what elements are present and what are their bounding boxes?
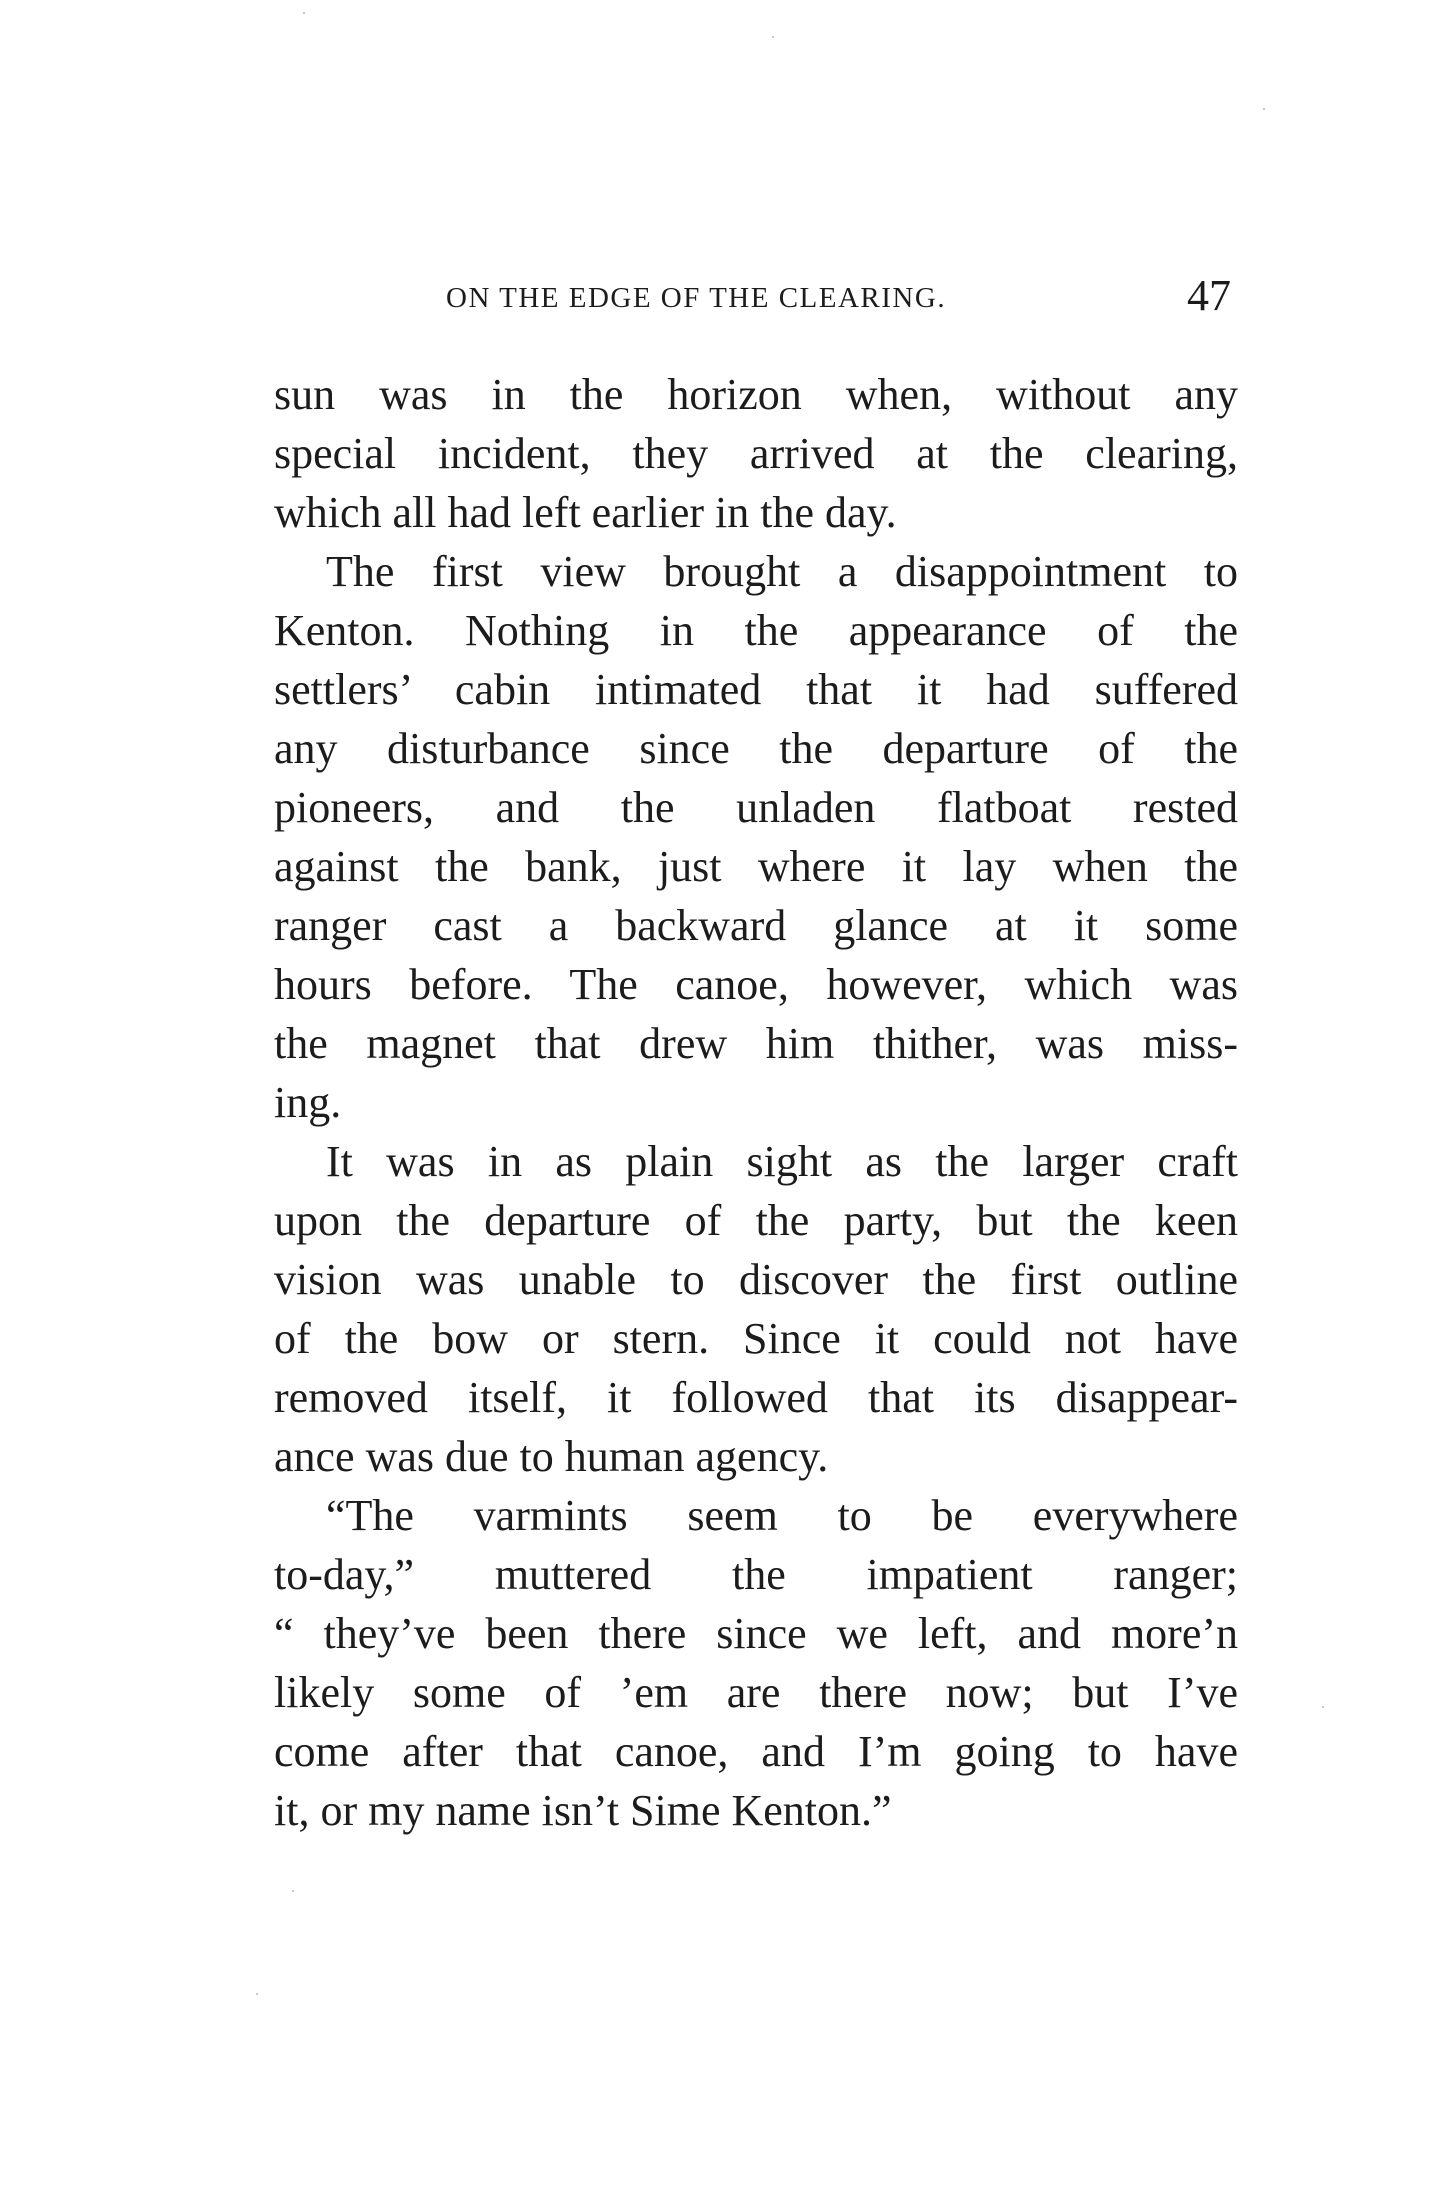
page-number: 47	[1187, 271, 1231, 320]
text-line: ing.	[274, 1078, 342, 1127]
paper-speck	[292, 1890, 294, 1892]
text-line: vision was unable to discover the first outline	[274, 1255, 1238, 1304]
text-line: it, or my name isn’t Sime Kenton.”	[274, 1786, 892, 1835]
text-line: It was in as plain sight as the larger craft	[326, 1137, 1238, 1186]
paper-speck	[256, 1993, 258, 1995]
paper-speck	[303, 12, 305, 14]
paper-speck	[1263, 108, 1265, 110]
running-head: ON THE EDGE OF THE CLEARING.	[446, 282, 947, 314]
text-line: likely some of ’em are there now; but I’ve	[274, 1668, 1238, 1717]
text-line: ranger cast a backward glance at it some	[274, 901, 1238, 950]
text-line: against the bank, just where it lay when the	[274, 842, 1238, 891]
text-line: ance was due to human agency.	[274, 1432, 829, 1481]
text-line: the magnet that drew him thither, was miss-	[274, 1019, 1238, 1068]
text-line: hours before. The canoe, however, which was	[274, 960, 1238, 1009]
text-line: come after that canoe, and I’m going to have	[274, 1727, 1238, 1776]
text-line: removed itself, it followed that its disappear-	[274, 1373, 1238, 1422]
text-line: upon the departure of the party, but the keen	[274, 1196, 1238, 1245]
text-line: to-day,” muttered the impatient ranger;	[274, 1550, 1238, 1599]
paper-speck	[1322, 1706, 1324, 1708]
paper-speck	[772, 36, 774, 38]
text-line: “The varmints seem to be everywhere	[326, 1491, 1238, 1540]
text-line: special incident, they arrived at the clearing,	[274, 429, 1238, 478]
text-line: sun was in the horizon when, without any	[274, 370, 1238, 419]
text-line: of the bow or stern. Since it could not have	[274, 1314, 1238, 1363]
text-line: which all had left earlier in the day.	[274, 488, 897, 537]
text-line: Kenton. Nothing in the appearance of the	[274, 606, 1238, 655]
text-line: settlers’ cabin intimated that it had suffered	[274, 665, 1238, 714]
text-line: The first view brought a disappointment to	[326, 547, 1238, 596]
text-line: any disturbance since the departure of the	[274, 724, 1238, 773]
text-line: pioneers, and the unladen flatboat rested	[274, 783, 1238, 832]
text-line: “ they’ve been there since we left, and more’n	[274, 1609, 1238, 1658]
body-text	[274, 365, 1238, 1840]
